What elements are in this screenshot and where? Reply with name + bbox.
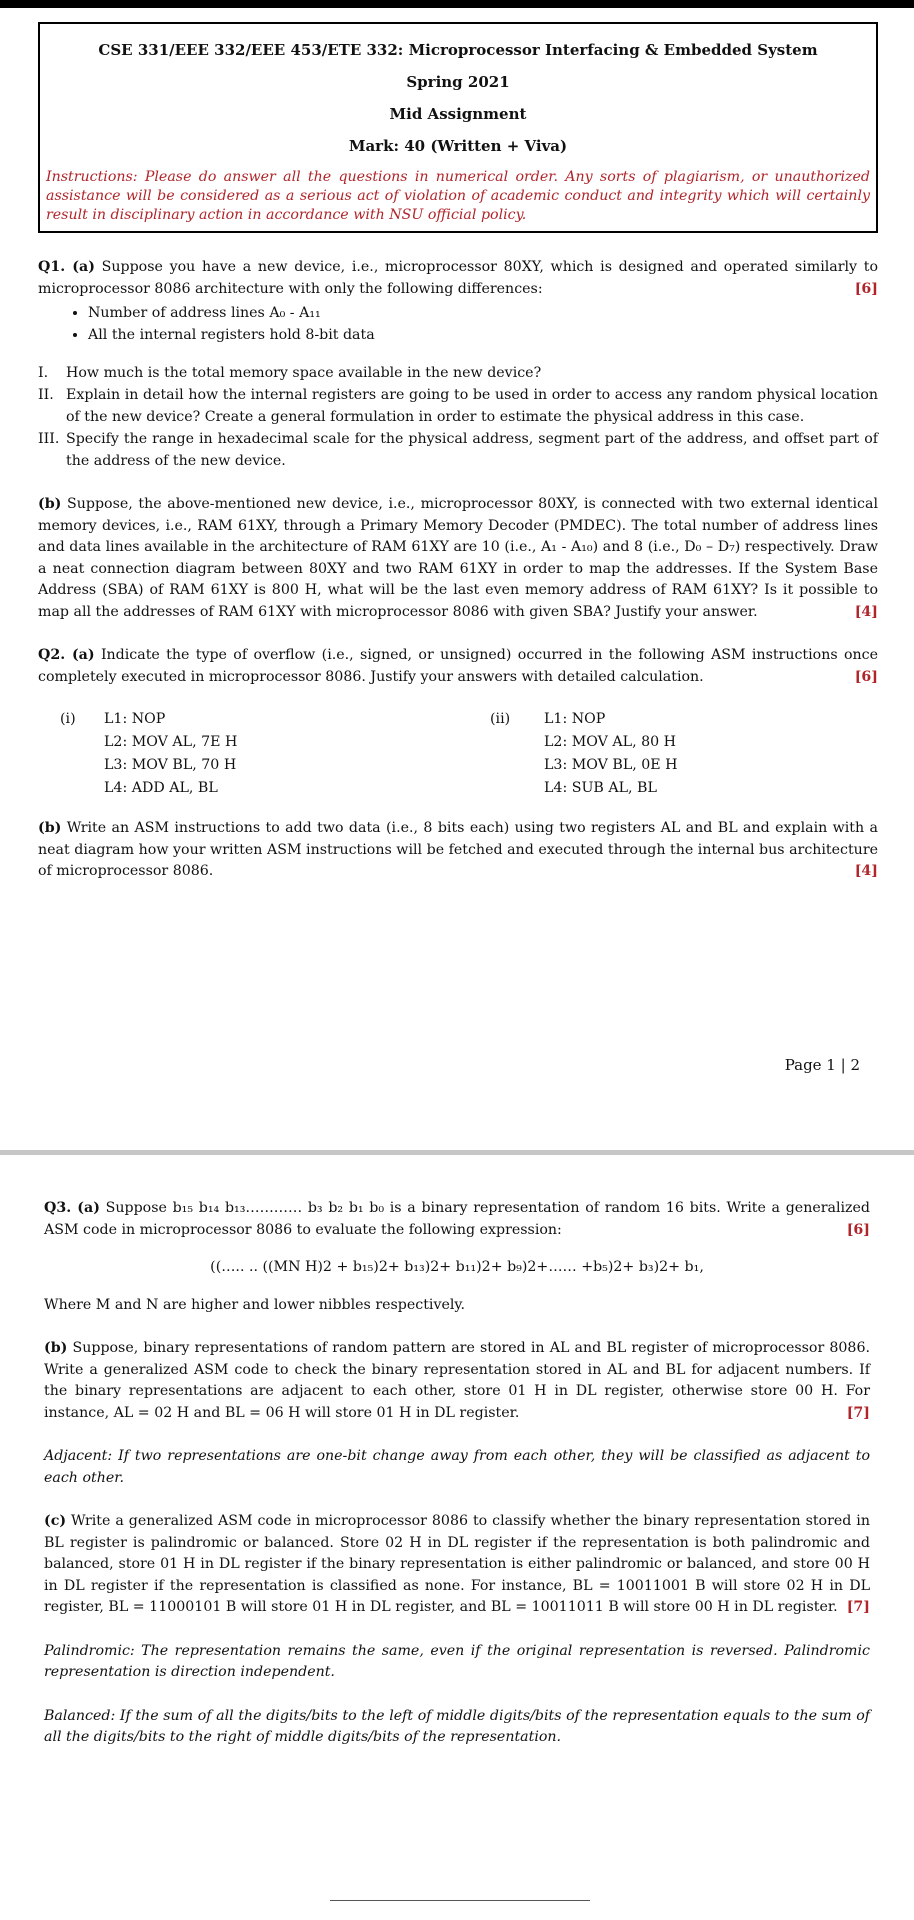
q2-label: Q2. (a) <box>38 647 95 663</box>
list-item: • All the internal registers hold 8-bit data <box>88 324 878 346</box>
code-line: L1: NOP <box>104 711 166 727</box>
semester: Spring 2021 <box>406 73 510 91</box>
q1-a-text: Suppose you have a new device, i.e., microprocessor 80XY, which is designed and operated similarly to microprocessor 8086 architecture with only the following differences: <box>38 259 879 297</box>
bottom-rule <box>330 1900 590 1901</box>
adjacent-definition: Adjacent: If two representations are one-bit change away from each other, they will be classified as adjacent to each other. <box>44 1448 870 1486</box>
code-line: L4: SUB AL, BL <box>544 780 657 796</box>
q1-a-mark: [6] <box>854 280 878 297</box>
top-edge-bar <box>0 0 914 8</box>
code-line: L2: MOV AL, 7E H <box>104 734 238 750</box>
page-number: Page 1 | 2 <box>784 1056 860 1074</box>
q2-a-text: Indicate the type of overflow (i.e., signed, or unsigned) occurred in the following ASM instructions once completely executed in microprocessor 8086. Justify your answers with detailed calculation. <box>38 647 878 685</box>
q2-b <box>38 818 878 883</box>
program-i <box>104 708 237 800</box>
asm-programs <box>38 708 878 798</box>
instructions: Instructions: Please do answer all the questions in numerical order. Any sorts of plagiarism, or unauthorized assistance will be considered as a serious act of violation of academic conduct and integrity which will certainly result in disciplinary action in accordance with NSU official policy. <box>46 169 870 223</box>
q3-b-text: Suppose, binary representations of random pattern are stored in AL and BL register of microprocessor 8086. Write a generalized ASM code to check the binary representation stored in AL and BL for adjacent numbers. If the binary representations are adjacent to each other, store 01 H in DL register, otherwise store 00 H. For instance, AL = 02 H and BL = 06 H will store 01 H in DL register. <box>44 1340 870 1421</box>
page-one <box>38 22 878 883</box>
code-line: L1: NOP <box>544 711 606 727</box>
item-number: II. <box>38 387 54 403</box>
q2-b-label: (b) <box>38 820 62 836</box>
assignment-title: Mid Assignment <box>389 105 527 123</box>
course-title: CSE 331/EEE 332/EEE 453/ETE 332: Microprocessor Interfacing & Embedded System <box>98 41 818 59</box>
program-ii-label: (ii) <box>490 711 511 727</box>
code-line: L4: ADD AL, BL <box>104 780 218 796</box>
q3-a-mark: [6] <box>846 1221 870 1238</box>
code-line: L2: MOV AL, 80 H <box>544 734 677 750</box>
program-i-label: (i) <box>60 711 76 727</box>
q3-a-text: Suppose b₁₅ b₁₄ b₁₃………… b₃ b₂ b₁ b₀ is a binary representation of random 16 bits. Write a generalized ASM code in microprocessor 8086 to evaluate the following expression: <box>44 1200 871 1238</box>
list-item <box>38 362 878 384</box>
q1-b <box>38 494 878 623</box>
item-number: I. <box>38 365 49 381</box>
q3-c-text: Write a generalized ASM code in microprocessor 8086 to classify whether the binary representation stored in BL register is palindromic or balanced. Store 02 H in DL register if the representation is both palindromic and balanced, store 01 H in DL register if the binary representation is either palindromic or balanced, and store 00 H in DL register if the representation is classified as none. For instance, BL = 10011001 B will store 02 H in DL register, BL = 11000101 B will store 01 H in DL register, and BL = 10011011 B will store 00 H in DL register. <box>44 1513 870 1615</box>
mark-info: Mark: 40 (Written + Viva) <box>348 137 568 155</box>
q3-b-label: (b) <box>44 1340 68 1356</box>
page-divider <box>0 1150 914 1155</box>
page-two <box>44 1198 870 1749</box>
q2-a <box>38 645 878 688</box>
item-number: III. <box>38 431 60 447</box>
item-text: Explain in detail how the internal registers are going to be used in order to access any random physical location of the new device? Create a general formulation in order to estimate the physical address in this case. <box>66 387 878 425</box>
q1-a <box>38 257 878 300</box>
q3-a <box>44 1198 870 1241</box>
palindromic-definition: Palindromic: The representation remains the same, even if the original representation is reversed. Palindromic representation is direction independent. <box>44 1642 870 1680</box>
code-line: L3: MOV BL, 70 H <box>104 757 237 773</box>
item-text: Specify the range in hexadecimal scale for the physical address, segment part of the address, and offset part of the address of the new device. <box>66 431 878 469</box>
q1-label: Q1. (a) <box>38 259 95 275</box>
q2-b-mark: [4] <box>854 863 878 879</box>
q1-b-mark: [4] <box>854 603 878 620</box>
q1-b-text: Suppose, the above-mentioned new device, i.e., microprocessor 80XY, is connected with two external identical memory devices, i.e., RAM 61XY, through a Primary Memory Decoder (PMDEC). The total number of address lines and data lines available in the architecture of RAM 61XY are 10 (i.e., A₁ - A₁₀) and 8 (i.e., D₀ – D₇) respectively. Draw a neat connection diagram between 80XY and two RAM 61XY in order to map the addresses. If the System Base Address (SBA) of RAM 61XY is 800 H, what will be the last even memory address of RAM 61XY? Is it possible to map all the addresses of RAM 61XY with microprocessor 8086 with given SBA? Justify your answer. <box>38 496 878 620</box>
q1-subquestions <box>38 362 878 472</box>
item-text: How much is the total memory space available in the new device? <box>66 365 542 381</box>
list-item <box>38 428 878 472</box>
q1-b-label: (b) <box>38 496 62 512</box>
expression: ((….. .. ((MN H)2 + b₁₅)2+ b₁₃)2+ b₁₁)2+ b₉)2+…… +b₅)2+ b₃)2+ b₁, <box>210 1259 704 1275</box>
q2-a-mark: [6] <box>854 668 878 685</box>
q2-b-text: Write an ASM instructions to add two data (i.e., 8 bits each) using two registers AL and BL and explain with a neat diagram how your written ASM instructions will be fetched and executed through the internal bus architecture of microprocessor 8086. <box>38 820 879 879</box>
header-box <box>38 22 878 233</box>
q3-b <box>44 1338 870 1424</box>
q1-bullets <box>38 302 878 346</box>
q3-label: Q3. (a) <box>44 1200 100 1216</box>
where-note: Where M and N are higher and lower nibbles respectively. <box>44 1296 466 1313</box>
code-line: L3: MOV BL, 0E H <box>544 757 678 773</box>
q3-c <box>44 1511 870 1619</box>
q3-c-mark: [7] <box>846 1599 870 1615</box>
q3-c-label: (c) <box>44 1513 67 1529</box>
q3-b-mark: [7] <box>846 1404 870 1421</box>
list-item: • Number of address lines A₀ - A₁₁ <box>88 302 878 324</box>
program-ii <box>544 708 678 800</box>
balanced-definition: Balanced: If the sum of all the digits/bits to the left of middle digits/bits of the representation equals to the sum of all the digits/bits to the right of middle digits/bits of the representation. <box>44 1707 870 1745</box>
list-item <box>38 384 878 428</box>
